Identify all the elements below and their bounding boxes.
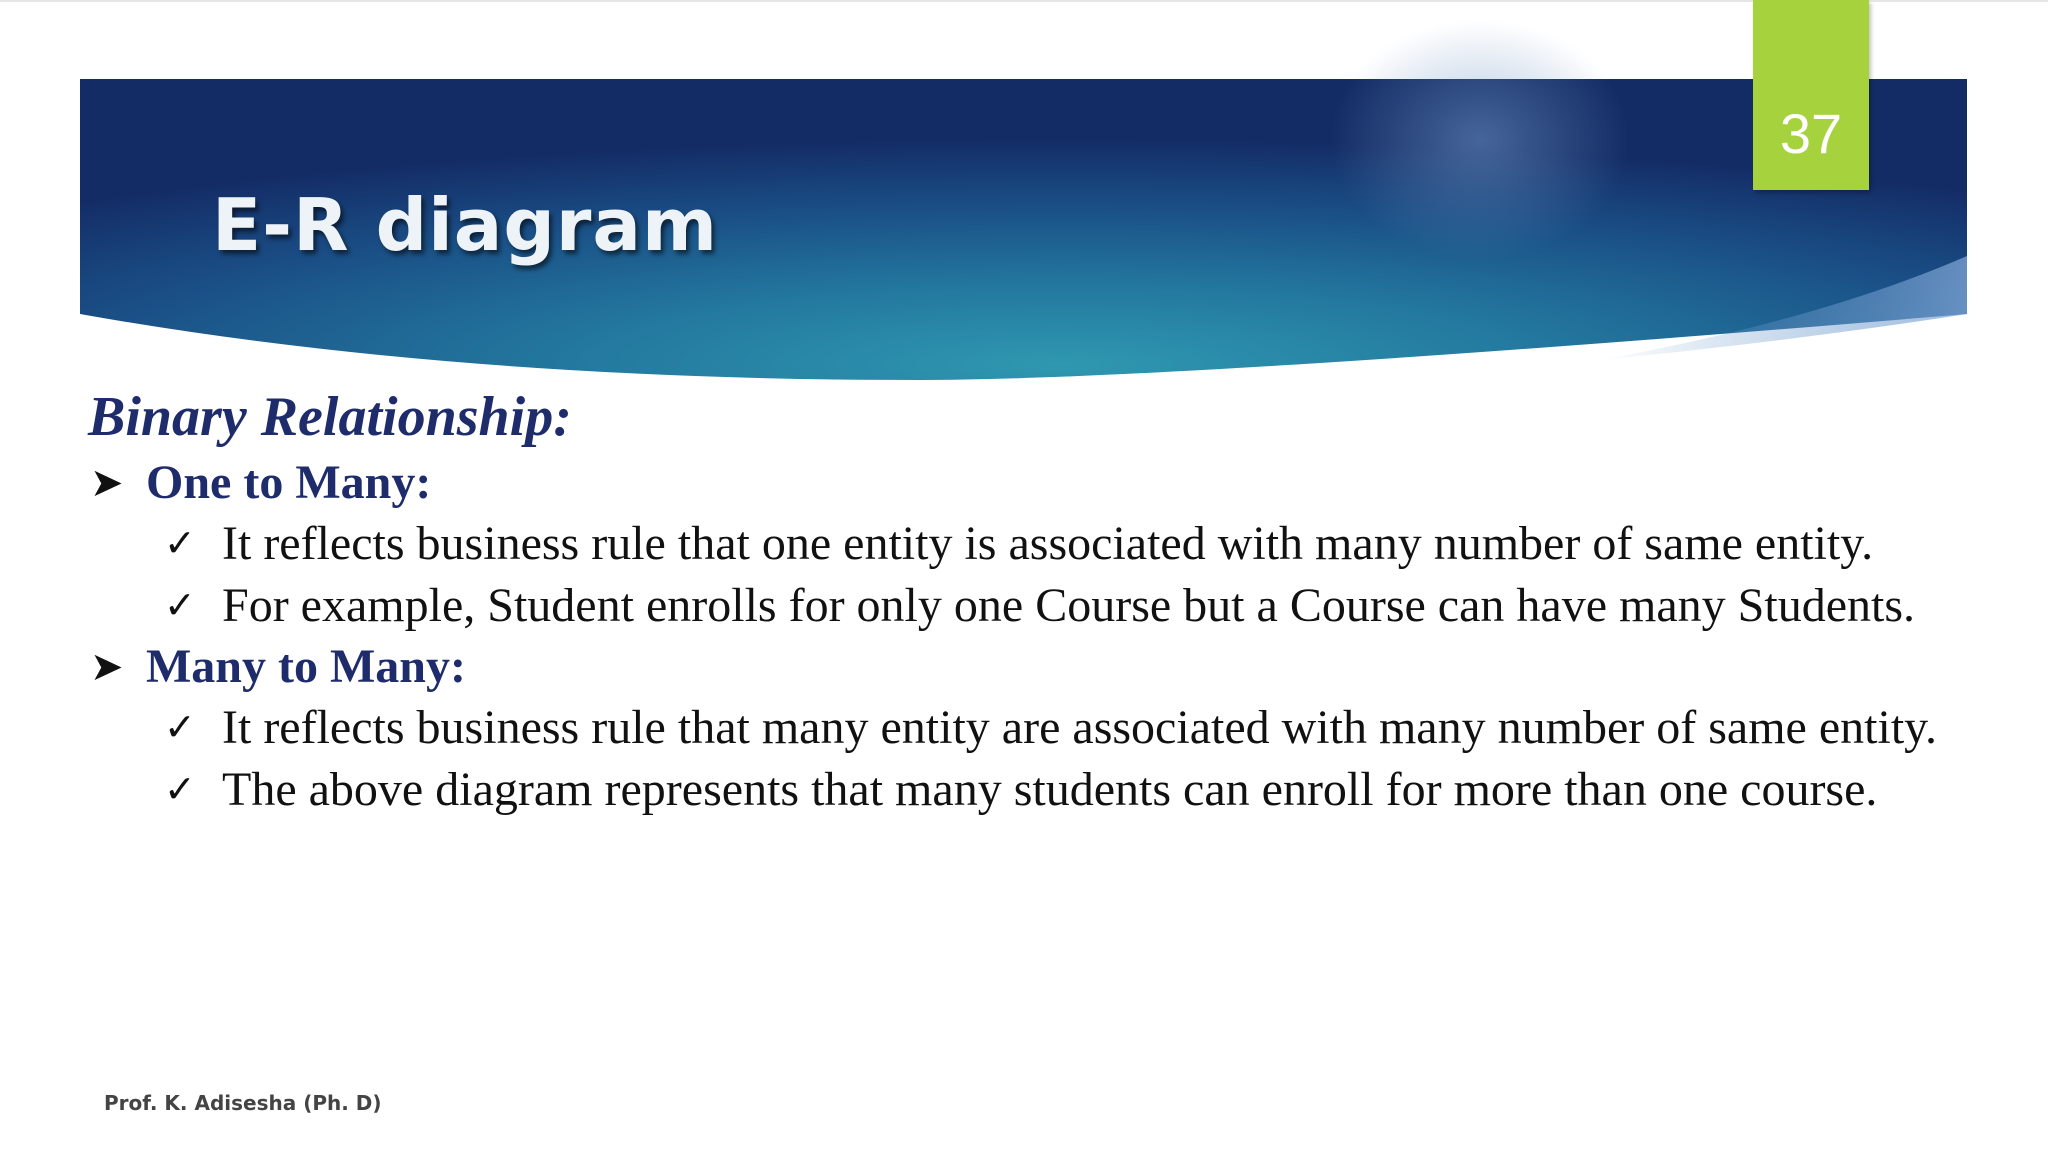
- subheading-label: Many to Many:: [146, 640, 466, 693]
- slide-number: 37: [1779, 102, 1843, 165]
- bullet-text: It reflects business rule that many entity are associated with many number of same entity.: [222, 701, 1938, 754]
- subheading-label: One to Many:: [146, 456, 432, 509]
- arrow-bullet-icon: ➤: [90, 644, 124, 689]
- slide-title: E-R diagram: [212, 183, 719, 267]
- bullet-point: [164, 513, 1948, 575]
- subheading-one-to-many: [88, 452, 1948, 513]
- checkmark-icon: ✓: [164, 705, 196, 749]
- footer-author: Prof. K. Adisesha (Ph. D): [104, 1091, 382, 1115]
- bullet-point: [164, 759, 1948, 821]
- subheading-many-to-many: [88, 636, 1948, 697]
- slide-number-badge: [1753, 0, 1869, 190]
- checkmark-icon: ✓: [164, 766, 196, 811]
- bullet-point: [164, 575, 1948, 637]
- bullet-text: For example, Student enrolls for only one Course but a Course can have many Students.: [222, 578, 1916, 632]
- checkmark-icon: ✓: [164, 582, 196, 627]
- arrow-bullet-icon: ➤: [90, 460, 124, 505]
- bullet-point: [164, 697, 1948, 759]
- slide-body: [88, 382, 1948, 820]
- bullet-text: It reflects business rule that one entity is associated with many number of same entity.: [222, 517, 1874, 570]
- bullet-text: The above diagram represents that many students can enroll for more than one course.: [222, 762, 1878, 816]
- section-heading: Binary Relationship:: [88, 386, 572, 448]
- checkmark-icon: ✓: [164, 521, 196, 565]
